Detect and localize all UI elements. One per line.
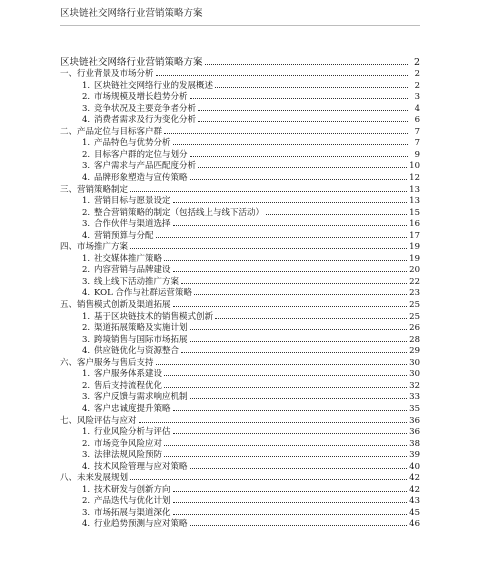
toc-section-entry[interactable] [60, 298, 420, 310]
toc-item-number: 1. [82, 196, 91, 207]
toc-page-number: 9 [414, 149, 420, 160]
dot-leader [164, 456, 407, 457]
toc-item-number: 1. [82, 427, 91, 438]
table-of-contents [60, 56, 420, 529]
dot-leader [130, 479, 407, 480]
toc-page-number: 6 [414, 115, 420, 126]
dot-leader [190, 329, 408, 330]
toc-item-number: 1. [82, 253, 91, 264]
toc-item-label: 售后支持流程优化 [94, 380, 163, 391]
dot-leader [190, 179, 408, 180]
dot-leader [156, 75, 408, 76]
toc-page-number: 4 [414, 103, 420, 114]
dot-leader [156, 364, 408, 365]
toc-item-entry[interactable] [60, 287, 420, 299]
toc-section-label: 一、行业背景及市场分析 [60, 69, 154, 80]
toc-section-entry[interactable] [60, 241, 420, 253]
toc-item-entry[interactable] [60, 391, 420, 403]
toc-item-number: 2. [82, 380, 91, 391]
toc-item-label: 消费者需求及行为变化分析 [94, 115, 197, 126]
toc-section-entry[interactable] [60, 125, 420, 137]
toc-item-entry[interactable] [60, 114, 420, 126]
dot-leader [205, 64, 408, 65]
toc-page-number: 33 [409, 392, 420, 403]
toc-item-number: 3. [82, 450, 91, 461]
toc-item-label: 基于区块链技术的销售模式创新 [94, 311, 214, 322]
dot-leader [164, 133, 408, 134]
toc-item-entry[interactable] [60, 495, 420, 507]
toc-title: 区块链社交网络行业营销策略方案 [60, 56, 203, 68]
toc-item-entry[interactable] [60, 402, 420, 414]
dot-leader [190, 156, 408, 157]
toc-page-number: 36 [409, 415, 420, 426]
toc-item-label: 客户需求与产品匹配度分析 [94, 161, 197, 172]
toc-item-number: 4. [82, 288, 91, 299]
toc-item-label: 社交媒体推广策略 [94, 253, 163, 264]
dot-leader [173, 202, 408, 203]
toc-item-entry[interactable] [60, 229, 420, 241]
toc-item-number: 3. [82, 392, 91, 403]
toc-item-number: 1. [82, 311, 91, 322]
toc-page-number: 13 [409, 196, 420, 207]
toc-item-label: 跨境销售与国际市场拓展 [94, 334, 188, 345]
toc-page-number: 3 [414, 92, 420, 103]
dot-leader [164, 260, 407, 261]
toc-page-number: 30 [409, 357, 420, 368]
toc-page-number: 23 [409, 288, 420, 299]
toc-section-label: 二、产品定位与目标客户群 [60, 126, 163, 137]
toc-page-number: 39 [409, 450, 420, 461]
toc-page-number: 12 [409, 173, 420, 184]
toc-item-number: 4. [82, 115, 91, 126]
toc-item-entry[interactable] [60, 310, 420, 322]
dot-leader [198, 167, 407, 168]
toc-item-number: 2. [82, 149, 91, 160]
toc-item-label: 市场竞争风险应对 [94, 438, 163, 449]
toc-item-number: 2. [82, 92, 91, 103]
dot-leader [173, 271, 408, 272]
toc-item-number: 3. [82, 219, 91, 230]
toc-item-number: 3. [82, 161, 91, 172]
toc-page-number: 20 [409, 265, 420, 276]
dot-leader [130, 191, 407, 192]
toc-item-number: 4. [82, 346, 91, 357]
toc-item-label: 产品迭代与优化计划 [94, 496, 171, 507]
toc-item-entry[interactable] [60, 218, 420, 230]
toc-item-entry[interactable] [60, 79, 420, 91]
dot-leader [173, 514, 408, 515]
toc-section-label: 六、客户服务与售后支持 [60, 357, 154, 368]
toc-item-entry[interactable] [60, 148, 420, 160]
toc-section-label: 五、销售模式创新及渠道拓展 [60, 300, 171, 311]
toc-item-label: 行业风险分析与评估 [94, 427, 171, 438]
toc-page-number: 45 [409, 507, 420, 518]
toc-item-entry[interactable] [60, 506, 420, 518]
toc-item-entry[interactable] [60, 460, 420, 472]
dot-leader [130, 248, 407, 249]
toc-item-entry[interactable] [60, 368, 420, 380]
toc-item-label: 合作伙伴与渠道选择 [94, 219, 171, 230]
toc-item-label: 渠道拓展策略及实施计划 [94, 323, 188, 334]
toc-item-number: 4. [82, 403, 91, 414]
toc-item-label: 整合营销策略的制定（包括线上与线下活动） [94, 207, 265, 218]
toc-item-entry[interactable] [60, 483, 420, 495]
toc-section-label: 八、未来发展规划 [60, 473, 129, 484]
toc-section-entry[interactable] [60, 68, 420, 80]
toc-item-number: 2. [82, 496, 91, 507]
toc-item-label: 区块链社交网络行业的发展概述 [94, 80, 214, 91]
toc-item-label: 品牌形象塑造与宣传策略 [94, 173, 188, 184]
dot-leader [173, 225, 408, 226]
toc-item-label: 供应链优化与资源整合 [94, 346, 180, 357]
toc-page-number: 22 [409, 276, 420, 287]
toc-section-label: 七、风险评估与应对 [60, 415, 137, 426]
toc-item-entry[interactable] [60, 137, 420, 149]
toc-item-number: 2. [82, 265, 91, 276]
toc-page-number: 42 [409, 473, 420, 484]
toc-section-entry[interactable] [60, 356, 420, 368]
toc-item-entry[interactable] [60, 102, 420, 114]
dot-leader [173, 491, 408, 492]
toc-section-label: 四、市场推广方案 [60, 242, 129, 253]
toc-item-label: 客户服务体系建设 [94, 369, 163, 380]
toc-item-label: 技术风险管理与应对策略 [94, 461, 188, 472]
toc-item-entry[interactable] [60, 160, 420, 172]
toc-section-entry[interactable] [60, 183, 420, 195]
toc-page-number: 36 [409, 427, 420, 438]
toc-item-label: 目标客户群的定位与划分 [94, 149, 188, 160]
toc-item-number: 4. [82, 461, 91, 472]
toc-page-number: 40 [409, 461, 420, 472]
toc-title-row[interactable] [60, 56, 420, 68]
toc-item-entry[interactable] [60, 345, 420, 357]
toc-item-number: 3. [82, 334, 91, 345]
dot-leader [194, 294, 407, 295]
dot-leader [198, 121, 408, 122]
dot-leader [164, 445, 407, 446]
toc-page-number: 7 [414, 138, 420, 149]
dot-leader [164, 375, 407, 376]
toc-page-number: 29 [409, 346, 420, 357]
toc-page-number: 13 [409, 184, 420, 195]
toc-item-number: 1. [82, 138, 91, 149]
toc-item-label: 线上线下活动推广方案 [94, 276, 180, 287]
toc-page-number: 19 [409, 253, 420, 264]
toc-page-number: 17 [409, 230, 420, 241]
toc-item-entry[interactable] [60, 171, 420, 183]
toc-item-label: 技术研发与创新方向 [94, 484, 171, 495]
toc-item-entry[interactable] [60, 252, 420, 264]
toc-item-label: 法律法规风险预防 [94, 450, 163, 461]
toc-item-number: 2. [82, 207, 91, 218]
toc-page-number: 35 [409, 403, 420, 414]
toc-item-entry[interactable] [60, 275, 420, 287]
toc-page-number: 7 [414, 126, 420, 137]
dot-leader [215, 87, 408, 88]
toc-item-label: 市场拓展与渠道深化 [94, 507, 171, 518]
toc-item-entry[interactable] [60, 206, 420, 218]
toc-page-number: 25 [409, 300, 420, 311]
toc-item-entry[interactable] [60, 379, 420, 391]
toc-item-entry[interactable] [60, 322, 420, 334]
toc-item-entry[interactable] [60, 91, 420, 103]
toc-item-label: 内容营销与品牌建设 [94, 265, 171, 276]
toc-page-number: 42 [409, 484, 420, 495]
dot-leader [173, 410, 408, 411]
toc-item-number: 2. [82, 438, 91, 449]
dot-leader [173, 502, 408, 503]
toc-item-number: 3. [82, 507, 91, 518]
dot-leader [215, 318, 407, 319]
toc-page-number: 19 [409, 242, 420, 253]
dot-leader [266, 214, 407, 215]
toc-page-number: 30 [409, 369, 420, 380]
running-header: 区块链社交网络行业营销策略方案 [60, 8, 420, 26]
toc-item-entry[interactable] [60, 437, 420, 449]
toc-item-label: 营销预算与分配 [94, 230, 154, 241]
toc-page-number: 10 [409, 161, 420, 172]
toc-item-number: 1. [82, 80, 91, 91]
toc-section-entry[interactable] [60, 414, 420, 426]
toc-page-number: 2 [414, 69, 420, 80]
dot-leader [190, 398, 408, 399]
toc-item-number: 4. [82, 519, 91, 530]
toc-item-label: 产品特色与优势分析 [94, 138, 171, 149]
toc-title-page: 2 [413, 56, 420, 68]
toc-page-number: 43 [409, 496, 420, 507]
toc-item-label: 客户忠诚度提升策略 [94, 403, 171, 414]
toc-item-number: 4. [82, 173, 91, 184]
dot-leader [190, 341, 408, 342]
toc-page-number: 25 [409, 311, 420, 322]
toc-page-number: 38 [409, 438, 420, 449]
toc-page-number: 16 [409, 219, 420, 230]
toc-item-entry[interactable] [60, 449, 420, 461]
dot-leader [164, 387, 407, 388]
toc-item-entry[interactable] [60, 333, 420, 345]
toc-page-number: 32 [409, 380, 420, 391]
toc-page-number: 26 [409, 323, 420, 334]
toc-item-number: 3. [82, 103, 91, 114]
toc-item-entry[interactable] [60, 518, 420, 530]
dot-leader [139, 422, 408, 423]
dot-leader [173, 144, 408, 145]
toc-page-number: 15 [409, 207, 420, 218]
toc-item-number: 1. [82, 369, 91, 380]
toc-item-number: 2. [82, 323, 91, 334]
toc-section-entry[interactable] [60, 472, 420, 484]
toc-section-label: 三、营销策略制定 [60, 184, 129, 195]
dot-leader [190, 525, 408, 526]
dot-leader [173, 306, 408, 307]
toc-item-number: 3. [82, 276, 91, 287]
toc-item-entry[interactable] [60, 264, 420, 276]
dot-leader [181, 283, 407, 284]
toc-item-label: 竞争状况及主要竞争者分析 [94, 103, 197, 114]
toc-item-number: 1. [82, 484, 91, 495]
toc-page-number: 46 [409, 519, 420, 530]
dot-leader [173, 433, 408, 434]
dot-leader [190, 98, 408, 99]
toc-page-number: 2 [414, 80, 420, 91]
toc-page-number: 28 [409, 334, 420, 345]
dot-leader [190, 468, 408, 469]
toc-item-label: 市场规模及增长趋势分析 [94, 92, 188, 103]
dot-leader [156, 237, 408, 238]
dot-leader [181, 352, 407, 353]
toc-item-label: 营销目标与愿景设定 [94, 196, 171, 207]
toc-item-entry[interactable] [60, 426, 420, 438]
toc-item-label: KOL 合作与社群运营策略 [94, 288, 192, 299]
toc-item-number: 4. [82, 230, 91, 241]
dot-leader [198, 110, 408, 111]
toc-item-label: 客户反馈与需求响应机制 [94, 392, 188, 403]
toc-item-entry[interactable] [60, 195, 420, 207]
toc-item-label: 行业趋势预测与应对策略 [94, 519, 188, 530]
